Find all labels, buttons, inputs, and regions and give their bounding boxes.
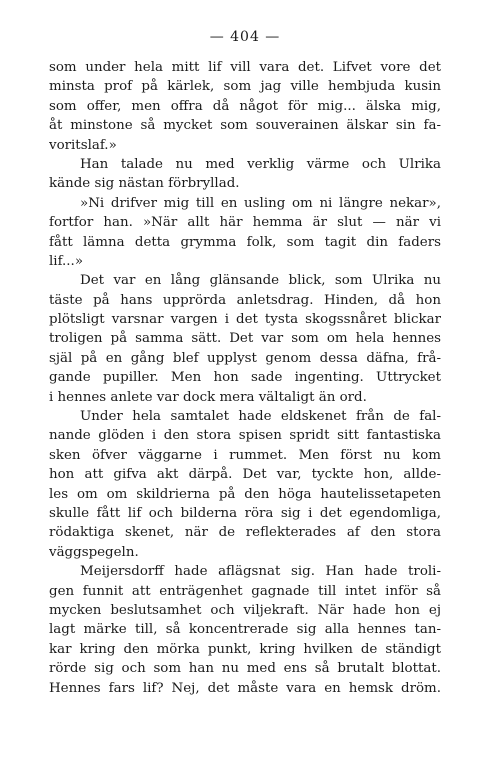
text-line: hon att gifva akt därpå. Det var, tyckte hon, allde- xyxy=(49,467,441,483)
book-page xyxy=(49,28,441,698)
text-line: som under hela mitt lif vill vara det. Lifvet vore det xyxy=(49,60,441,75)
text-line: täste på hans upprörda anletsdrag. Hinden, då hon xyxy=(49,292,441,308)
text-line: kar kring den mörka punkt, kring hvilken de ständigt xyxy=(49,641,441,657)
text-line: gande pupiller. Men hon sade ingenting. Uttrycket xyxy=(49,370,441,386)
text-line: nande glöden i den stora spisen spridt sitt fantastiska xyxy=(49,428,441,444)
text-line: fortfor han. »När allt här hemma är slut — när vi xyxy=(49,215,441,231)
text-line: minsta prof på kärlek, som jag ville hembjuda kusin xyxy=(49,79,441,95)
text-line: Han talade nu med verklig värme och Ulrika xyxy=(80,156,441,172)
text-line: kände sig nästan förbryllad. xyxy=(49,176,240,192)
text-line: mycken beslutsamhet och viljekraft. När hade hon ej xyxy=(49,602,441,618)
text-line: lagt märke till, så koncentrerade sig alla hennes tan- xyxy=(49,622,441,638)
text-line: troligen på samma sätt. Det var som om hela hennes xyxy=(49,331,441,347)
body-text xyxy=(49,58,441,698)
text-line: lif...» xyxy=(49,253,84,269)
text-line: rödaktiga skenet, när de reflekterades af den stora xyxy=(49,525,441,541)
text-line: fått lämna detta grymma folk, som tagit din faders xyxy=(49,234,441,250)
text-line: voritslaf.» xyxy=(49,137,117,153)
text-line: i hennes anlete var dock mera vältaligt än ord. xyxy=(49,389,367,405)
text-line: »Ni drifver mig till en usling om ni längre nekar», xyxy=(80,195,441,211)
text-line: väggspegeln. xyxy=(49,544,139,560)
page-number: — 404 — xyxy=(209,29,281,45)
text-line: sken öfver väggarne i rummet. Men först nu kom xyxy=(49,447,441,463)
text-line: Meijersdorff hade aflägsnat sig. Han hade troli- xyxy=(80,564,441,580)
text-line: skulle fått lif och bilderna röra sig i det egendomliga, xyxy=(49,505,441,521)
text-line: gen funnit att enträgenhet gagnade till intet inför så xyxy=(49,583,441,599)
text-line: rörde sig och som han nu med ens så brutalt blottat. xyxy=(49,661,441,677)
text-line: som offer, men offra då något för mig... älska mig, xyxy=(49,98,441,114)
text-line: Under hela samtalet hade eldskenet från de fal- xyxy=(80,409,441,425)
text-line: själ på en gång blef upplyst genom dessa däfna, frå- xyxy=(49,350,441,366)
text-line: åt minstone så mycket som souverainen älskar sin fa- xyxy=(49,118,441,134)
text-line: les om om skildrierna på den höga hautelissetapeten xyxy=(49,486,441,502)
text-line: Det var en lång glänsande blick, som Ulrika nu xyxy=(80,273,441,289)
text-line: plötsligt varsnar vargen i det tysta skogssnåret blickar xyxy=(49,312,441,328)
text-line: Hennes fars lif? Nej, det måste vara en hemsk dröm. xyxy=(49,680,441,696)
